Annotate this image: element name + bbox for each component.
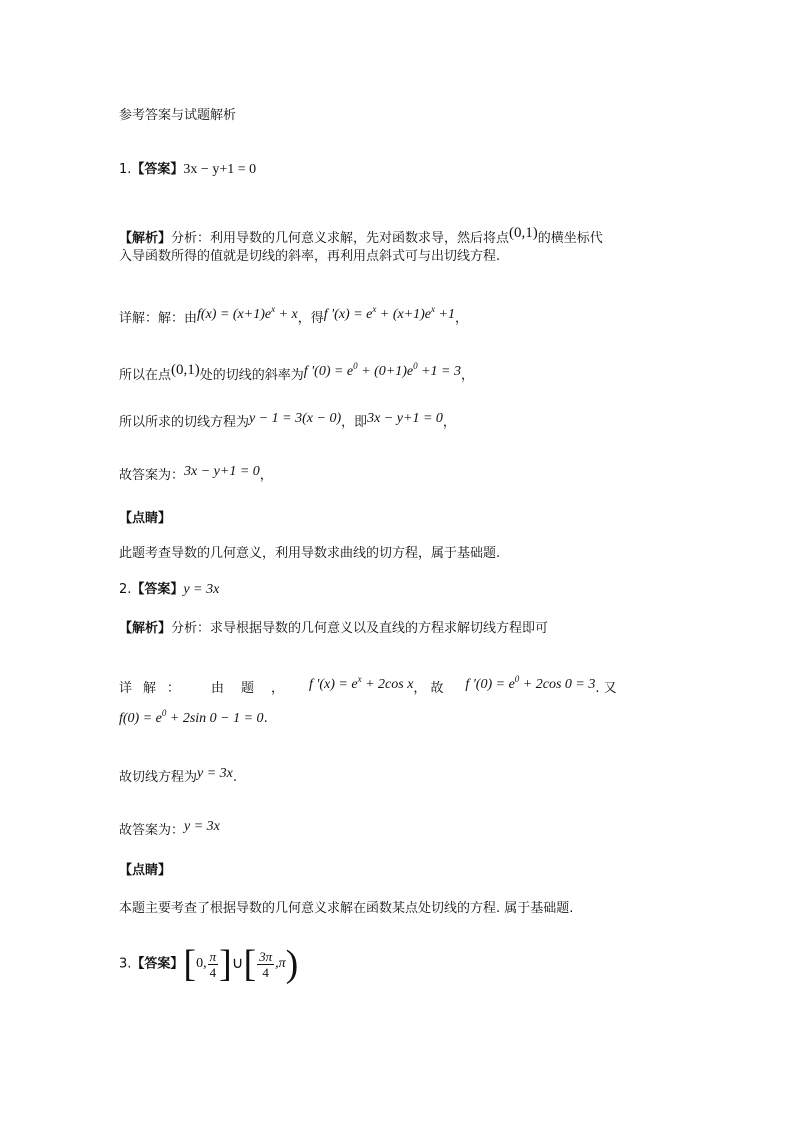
q1-answer-tag: 【答案】 [131, 162, 184, 177]
q1-slope-eq: f '$(0) = e^0 + (0+1)e^0 +1 = 3$ [303, 361, 461, 379]
q2-tangent-prefix: 故切线方程为 [119, 770, 198, 785]
q1-comment: 此题考查导数的几何意义，利用导数求曲线的切方程，属于基础题. [119, 546, 501, 561]
q3-right-bracket: ] [219, 943, 232, 985]
q1-number: 1. [119, 162, 132, 177]
q2-you: . 又 [595, 681, 617, 696]
q2-period: . [263, 711, 268, 726]
q2-gu: ， 故 [413, 681, 444, 696]
q3-comma-pi: ,π [275, 956, 286, 971]
q2-dval: f '$(0) = e^0 + 2\cos$ 0 = 3 [465, 674, 596, 692]
q2-detail-word-3: ： [167, 681, 181, 696]
q2-tangent-period: . [232, 770, 238, 785]
q1-dfx: f '$(x) = e^x + (x+1)e^x +1$ [323, 304, 455, 322]
q1-comma: ， [454, 311, 468, 326]
q1-detail-prefix: 详解：解：由 [119, 311, 198, 326]
q3-frac-3pi-4: $\frac{3\pi}{4}$ [259, 948, 273, 980]
q1-slope-point: (0,1) [171, 362, 200, 378]
q1-comment-tag: 【点睛】 [119, 511, 172, 526]
q2-answer-line [119, 581, 219, 599]
q1-analysis-line2: 入导函数所得的值就是切线的斜率，再利用点斜式可与出切线方程. [119, 249, 501, 264]
q2-tangent-eq: y = 3x [197, 766, 233, 781]
q1-answer: 3x − y+1 = 0 [183, 162, 257, 177]
q2-final-eq: y = 3x [184, 819, 220, 834]
q1-analysis-text2: 的横坐标代 [537, 231, 603, 246]
q3-answer-line [119, 944, 298, 985]
q2-detail-word-5: 题 [241, 681, 255, 696]
q3-zero: 0, [196, 956, 207, 971]
q1-fx: $f(x) = (x+1)e^x + x$ [197, 304, 298, 322]
q1-slope-prefix: 所以在点 [119, 368, 172, 383]
q2-final-line [119, 818, 220, 840]
q2-detail-line [119, 670, 674, 698]
q3-frac-pi-4: $\frac{\pi}{4}$ [209, 948, 217, 980]
q1-slope-line [119, 357, 474, 385]
q1-final-line [119, 463, 273, 485]
q3-number: 3. [119, 956, 132, 972]
q1-slope-comma: ， [461, 368, 475, 383]
q3-right-paren: ) [285, 943, 299, 985]
q2-detail-word-6: ， [271, 681, 285, 696]
q2-detail-word-2: 解 [143, 681, 157, 696]
q2-detail-word-1: 详 [119, 681, 133, 696]
q2-final-prefix: 故答案为： [119, 823, 185, 838]
q1-analysis-text1: 分析：利用导数的几何意义求解，先对函数求导，然后将点 [171, 231, 510, 246]
q1-point: (0,1) [509, 225, 538, 241]
q1-slope-mid: 处的切线的斜率为 [199, 368, 304, 383]
q1-answer-line [119, 161, 256, 179]
page-title: 参考答案与试题解析 [119, 108, 237, 123]
q2-analysis-text: 分析：求导根据导数的几何意义以及直线的方程求解切线方程即可 [171, 621, 549, 636]
q3-answer-tag: 【答案】 [131, 956, 184, 972]
q1-analysis-line1 [119, 224, 603, 248]
q2-fval: $f(0) = e^0 + 2\sin$ 0 − 1 = 0 [119, 708, 264, 726]
q2-number: 2. [119, 582, 132, 597]
q1-line-eq: y − 1 = 3(x − 0) [249, 411, 342, 426]
q2-answer: y = 3x [183, 582, 220, 597]
q3-left-bracket-2: [ [243, 943, 257, 985]
q2-analysis-tag: 【解析】 [119, 621, 172, 636]
q2-detail-word-4: 由 [211, 681, 225, 696]
q2-tangent-line [119, 765, 237, 787]
q3-union: ∪ [231, 955, 244, 972]
q1-final-comma: ， [259, 468, 273, 483]
q3-left-bracket: [ [183, 943, 197, 985]
q1-get: ，得 [297, 311, 324, 326]
q1-final-eq: 3x − y+1 = 0 [184, 464, 260, 479]
q2-analysis-line [119, 620, 548, 638]
q2-fval-line [119, 704, 268, 728]
q1-tangent-line [119, 410, 456, 432]
q1-line-eq2: 3x − y+1 = 0 [367, 411, 443, 426]
q1-final-prefix: 故答案为： [119, 468, 185, 483]
q1-line-mid: ，即 [341, 415, 368, 430]
q1-line-comma: ， [442, 415, 456, 430]
q1-line-prefix: 所以所求的切线方程为 [119, 415, 250, 430]
q1-detail-line [119, 300, 468, 328]
q2-dfx: f '$(x) = e^x + 2\cos$ x [309, 674, 414, 692]
q2-answer-tag: 【答案】 [131, 582, 184, 597]
q1-analysis-tag: 【解析】 [119, 231, 172, 246]
q2-comment-tag: 【点睛】 [119, 863, 172, 878]
q2-comment: 本题主要考查了根据导数的几何意义求解在函数某点处切线的方程. 属于基础题. [119, 901, 574, 916]
